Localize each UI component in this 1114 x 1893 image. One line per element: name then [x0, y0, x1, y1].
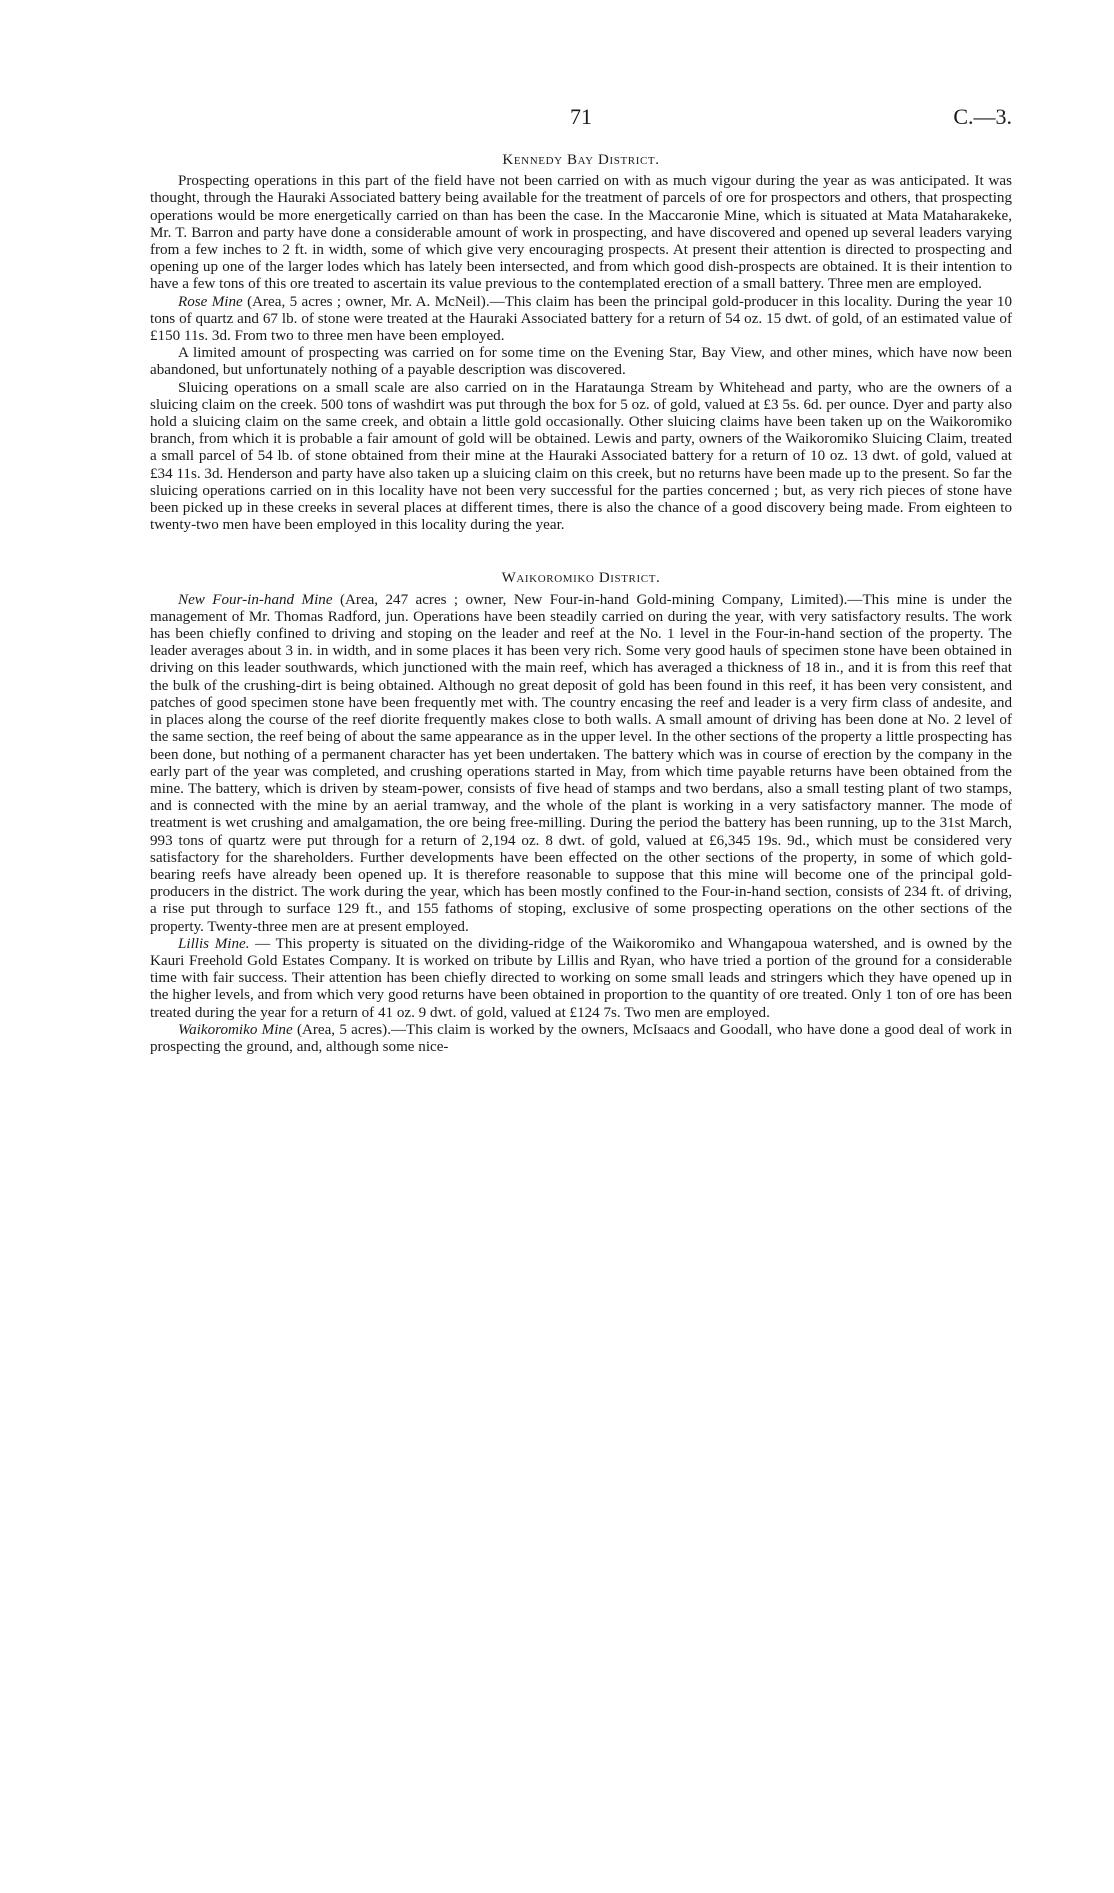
section-heading: Waikoromiko District. [501, 570, 661, 587]
section-waikoromiko [150, 570, 1012, 1056]
page-header [150, 104, 1012, 134]
paragraph-text: (Area, 5 acres).—This claim is worked by the owners, McIsaacs and Goodall, who have done a good deal of work in prospecting the ground, and, although some nice- [150, 1021, 1012, 1055]
mine-name: Rose Mine [178, 293, 243, 310]
paragraph [150, 592, 1012, 936]
paragraph [150, 173, 1012, 293]
paragraph [150, 1022, 1012, 1056]
page-body [150, 152, 1012, 1056]
paragraph-text: (Area, 5 acres ; owner, Mr. A. McNeil).—This claim has been the principal gold-producer in this locality. During the year 10 tons of quartz and 67 lb. of stone were treated at the Hauraki Associated battery for a return of 54 oz. 15 dwt. of gold, of an estimated value of £150 11s. 3d. From two to three men have been employed. [150, 293, 1012, 345]
mine-name: Lillis Mine. [178, 935, 250, 952]
mine-name: Waikoromiko Mine [178, 1021, 293, 1038]
paragraph-text: — This property is situated on the dividing-ridge of the Waikoromiko and Whangapoua watershed, and is owned by the Kauri Freehold Gold Estates Company. It is worked on tribute by Lillis and Ryan, who have tried a portion of the ground for a considerable time with fair success. Their attention has been chiefly directed to working on some small leads and stringers which they have opened up in the higher levels, and from which very good returns have been obtained in proportion to the quantity of ore treated. Only 1 ton of ore has been treated during the year for a return of 41 oz. 9 dwt. of gold, valued at £124 7s. Two men are employed. [150, 935, 1012, 1021]
paragraph [150, 380, 1012, 535]
paragraph [150, 294, 1012, 346]
page-number: 71 [570, 104, 592, 129]
mine-name: New Four-in-hand Mine [178, 591, 333, 608]
paragraph [150, 345, 1012, 379]
paragraph-text: Prospecting operations in this part of the field have not been carried on with as much vigour during the year as was anticipated. It was thought, through the Hauraki Associated battery being available for the treatment of parcels of ore for prospectors and others, that prospecting operations would be more energetically carried on than has been the case. In the Maccaronie Mine, which is situated at Mata Mataharakeke, Mr. T. Barron and party have done a considerable amount of work in prospecting, and have discovered and opened up several leaders varying from a few inches to 2 ft. in width, some of which give very encouraging prospects. At present their attention is directed to prospecting and opening up one of the larger lodes which has lately been intersected, and from which good dish-prospects are obtained. It is their intention to have a few tons of this ore treated to ascertain its value previous to the contemplated erection of a small battery. Three men are employed. [150, 173, 1012, 293]
section-heading: Kennedy Bay District. [502, 152, 660, 168]
document-reference: C.—3. [953, 104, 1012, 129]
paragraph [150, 936, 1012, 1022]
paragraph-text: Sluicing operations on a small scale are also carried on in the Harataunga Stream by Whitehead and party, who are the owners of a sluicing claim on the creek. 500 tons of washdirt was put through the box for 5 oz. of gold, valued at £3 5s. 6d. per ounce. Dyer and party also hold a sluicing claim on the same creek, and obtain a little gold occasionally. Other sluicing claims have been taken up on the Waikoromiko branch, from which it is probable a fair amount of gold will be obtained. Lewis and party, owners of the Waikoromiko Sluicing Claim, treated a small parcel of 54 lb. of stone obtained from their mine at the Hauraki Associated battery for a return of 10 oz. 13 dwt. of gold, valued at £34 11s. 3d. Henderson and party have also taken up a sluicing claim on this creek, but no returns have been made up to the present. So far the sluicing operations carried on in this locality have not been very successful for the parties concerned ; but, as very rich pieces of stone have been picked up in these creeks in several places at different times, there is also the chance of a good discovery being made. From eighteen to twenty-two men have been employed in this locality during the year. [150, 379, 1012, 534]
paragraph-text: (Area, 247 acres ; owner, New Four-in-hand Gold-mining Company, Limited).—This mine is under the management of Mr. Thomas Radford, jun. Operations have been steadily carried on during the year, with very satisfactory results. The work has been chiefly confined to driving and stoping on the leader and reef at the No. 1 level in the Four-in-hand section of the property. The leader averages about 3 in. in width, and in some places it has been very rich. Some very good hauls of specimen stone have been obtained in driving on this leader southwards, which junctioned with the main reef, which has averaged a thickness of 18 in., and it is from this reef that the bulk of the crushing-dirt is being obtained. Although no great deposit of gold has been found in this reef, it has been very consistent, and patches of good specimen stone have been frequently met with. The country encasing the reef and leader is a very firm class of andesite, and in places along the course of the reef diorite frequently makes close to both walls. A small amount of driving has been done at No. 2 level of the same section, the reef being of about the same appearance as in the upper level. In the other sections of the property a little prospecting has been done, but nothing of a permanent character has yet been undertaken. The battery which was in course of erection by the company in the early part of the year was completed, and crushing operations started in May, from which time payable returns have been obtained from the mine. The battery, which is driven by steam-power, consists of five head of stamps and two berdans, also a small testing plant of two stamps, and is connected with the mine by an aerial tramway, and the whole of the plant is working in a very satisfactory manner. The mode of treatment is wet crushing and amalgamation, the ore being free-milling. During the period the battery has been running, up to the 31st March, 993 tons of quartz were put through for a return of 2,194 oz. 8 dwt. of gold, valued at £6,345 19s. 9d., which must be considered very satisfactory for the shareholders. Further developments have been effected on the other sections of the property, in some of which gold-bearing reefs have already been opened up. It is therefore reasonable to suppose that this mine will become one of the principal gold-producers in the district. The work during the year, which has been mostly confined to the Four-in-hand section, consists of 234 ft. of driving, a rise put through to surface 129 ft., and 155 fathoms of stoping, exclusive of some prospecting operations on the other sections of the property. Twenty-three men are at present employed. [150, 591, 1012, 935]
section-kennedy-bay [150, 152, 1012, 534]
paragraph-text: A limited amount of prospecting was carried on for some time on the Evening Star, Bay View, and other mines, which have now been abandoned, but unfortunately nothing of a payable description was discovered. [150, 345, 1012, 379]
